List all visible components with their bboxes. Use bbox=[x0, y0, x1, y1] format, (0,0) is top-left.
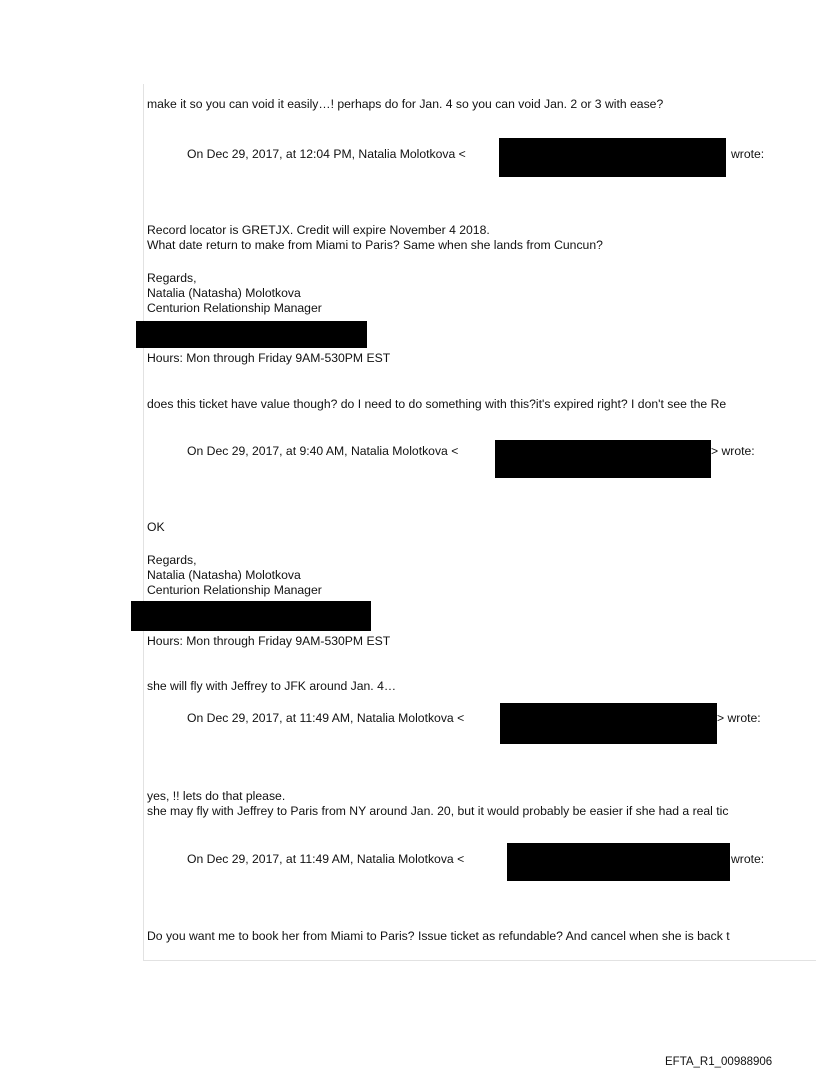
redaction-box bbox=[499, 138, 726, 177]
quote-header-suffix: > wrote: bbox=[717, 711, 761, 725]
quote-header-prefix: On Dec 29, 2017, at 9:40 AM, Natalia Molotkova < bbox=[187, 444, 459, 458]
quote-header-suffix: wrote: bbox=[731, 852, 765, 866]
signature-regards: Regards, bbox=[147, 553, 197, 567]
redaction-box bbox=[136, 321, 367, 348]
quote-header-suffix: wrote: bbox=[731, 147, 765, 161]
email-line: she may fly with Jeffrey to Paris from NY around Jan. 20, but it would probably be easier if she had a real tic bbox=[147, 804, 729, 818]
email-line: yes, !! lets do that please. bbox=[147, 789, 286, 803]
message-paragraph bbox=[147, 223, 603, 253]
quote-header-prefix: On Dec 29, 2017, at 11:49 AM, Natalia Molotkova < bbox=[187, 852, 465, 866]
email-thread-border bbox=[143, 84, 816, 961]
signature-hours: Hours: Mon through Friday 9AM-530PM EST bbox=[147, 351, 391, 365]
signature-regards: Regards, bbox=[147, 271, 197, 285]
redaction-box bbox=[495, 440, 711, 478]
email-line: does this ticket have value though? do I need to do something with this?it's expired right? I don't see the Re bbox=[147, 397, 727, 411]
signature-block bbox=[147, 271, 322, 316]
message-paragraph bbox=[147, 789, 728, 819]
quote-header-prefix: On Dec 29, 2017, at 11:49 AM, Natalia Molotkova < bbox=[187, 711, 465, 725]
document-id: EFTA_R1_00988906 bbox=[665, 1056, 773, 1068]
signature-block bbox=[147, 553, 322, 598]
email-line: Record locator is GRETJX. Credit will expire November 4 2018. bbox=[147, 223, 490, 237]
quote-header-prefix: On Dec 29, 2017, at 12:04 PM, Natalia Molotkova < bbox=[187, 147, 466, 161]
email-line: make it so you can void it easily…! perhaps do for Jan. 4 so you can void Jan. 2 or 3 with ease? bbox=[147, 97, 664, 111]
signature-hours: Hours: Mon through Friday 9AM-530PM EST bbox=[147, 634, 391, 648]
email-line: OK bbox=[147, 520, 165, 534]
signature-name: Natalia (Natasha) Molotkova bbox=[147, 568, 301, 582]
redaction-box bbox=[131, 601, 371, 631]
quote-header-suffix: > wrote: bbox=[711, 444, 755, 458]
email-line: she will fly with Jeffrey to JFK around Jan. 4… bbox=[147, 679, 397, 693]
signature-title: Centurion Relationship Manager bbox=[147, 301, 322, 315]
redaction-box bbox=[507, 843, 730, 881]
signature-name: Natalia (Natasha) Molotkova bbox=[147, 286, 301, 300]
email-line: What date return to make from Miami to Paris? Same when she lands from Cuncun? bbox=[147, 238, 603, 252]
email-line: Do you want me to book her from Miami to Paris? Issue ticket as refundable? And cancel when she is back t bbox=[147, 929, 730, 943]
signature-title: Centurion Relationship Manager bbox=[147, 583, 322, 597]
redaction-box bbox=[500, 703, 717, 744]
